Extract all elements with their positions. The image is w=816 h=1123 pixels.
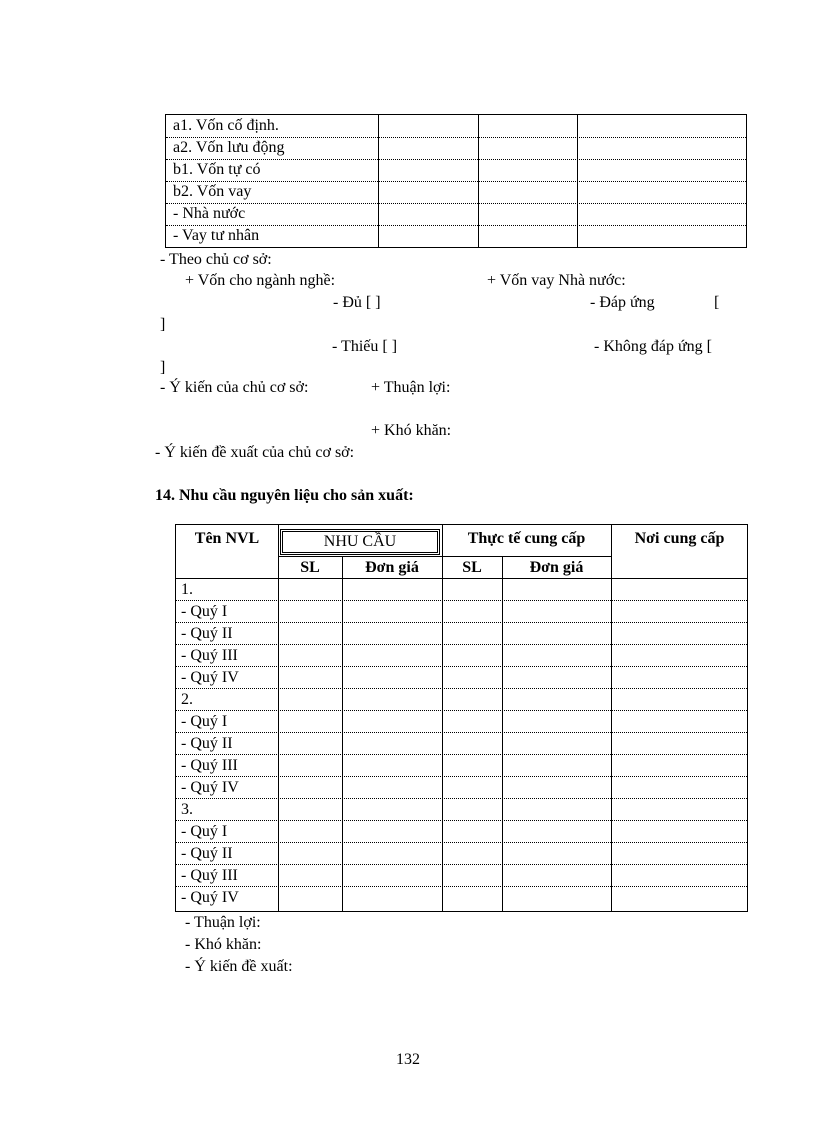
header-actual-supply: Thực tế cung cấp xyxy=(467,530,586,547)
insufficient-checkbox[interactable]: - Thiếu [ ] xyxy=(332,338,398,355)
row-divider xyxy=(176,842,747,843)
row-divider xyxy=(176,886,747,887)
table-row xyxy=(166,159,746,182)
owner-comments-label: - Ý kiến của chủ cơ sở: xyxy=(160,379,309,396)
table-row xyxy=(166,203,746,226)
table-row-label: - Quý I xyxy=(181,713,228,730)
header-unit-price: Đơn giá xyxy=(365,559,419,576)
header-unit-price: Đơn giá xyxy=(529,559,584,576)
table-row-label: - Quý I xyxy=(181,603,228,620)
row-label: a1. Vốn cố định. xyxy=(173,117,279,134)
advantages-label: - Thuận lợi: xyxy=(185,914,261,931)
difficulties-label: + Khó khăn: xyxy=(371,422,452,439)
meets-checkbox-open[interactable]: [ xyxy=(714,294,720,311)
row-divider xyxy=(176,688,747,689)
header-supply-source: Nơi cung cấp xyxy=(634,530,725,547)
row-label: - Vay tư nhân xyxy=(173,227,260,244)
column-divider xyxy=(342,556,343,911)
row-divider xyxy=(176,666,747,667)
owner-opinion-label: - Theo chủ cơ sở: xyxy=(160,251,272,268)
table-row-label: - Quý II xyxy=(181,625,233,642)
header-quantity: SL xyxy=(300,559,320,576)
row-label: a2. Vốn lưu động xyxy=(173,139,285,156)
not-meets-checkbox[interactable]: - Không đáp ứng [ xyxy=(594,338,712,355)
table-row-label: 3. xyxy=(181,801,193,818)
meets-label: - Đáp ứng xyxy=(590,294,655,311)
column-divider xyxy=(577,115,578,247)
state-loan-label: + Vốn vay Nhà nước: xyxy=(487,272,626,289)
difficulties-label: - Khó khăn: xyxy=(185,936,262,953)
header-material-name: Tên NVL xyxy=(194,530,260,547)
row-label: - Nhà nước xyxy=(173,205,246,222)
row-divider xyxy=(176,776,747,777)
table-row xyxy=(166,137,746,160)
proposal-label: - Ý kiến đề xuất: xyxy=(185,958,293,975)
table-row-label: - Quý IV xyxy=(181,779,239,796)
owner-proposal-label: - Ý kiến đề xuất của chủ cơ sở: xyxy=(155,444,355,461)
row-label: b1. Vốn tự có xyxy=(173,161,261,178)
header-divider xyxy=(278,556,611,557)
row-divider xyxy=(176,820,747,821)
advantages-label: + Thuận lợi: xyxy=(371,379,451,396)
row-label: b2. Vốn vay xyxy=(173,183,252,200)
header-quantity: SL xyxy=(462,559,482,576)
table-row-label: - Quý III xyxy=(181,867,238,884)
row-divider xyxy=(176,600,747,601)
row-divider xyxy=(176,710,747,711)
column-divider xyxy=(478,115,479,247)
table-row-label: - Quý I xyxy=(181,823,228,840)
table-row xyxy=(166,225,746,248)
table-row-label: - Quý III xyxy=(181,757,238,774)
column-divider xyxy=(502,556,503,911)
table-row-label: - Quý III xyxy=(181,647,238,664)
table-row-label: - Quý IV xyxy=(181,889,239,906)
capital-for-trade-label: + Vốn cho ngành nghề: xyxy=(185,272,336,289)
raw-materials-table xyxy=(175,524,748,912)
column-divider xyxy=(611,525,612,911)
table-row-label: 1. xyxy=(181,581,193,598)
row-divider xyxy=(176,622,747,623)
page-number: 132 xyxy=(396,1051,420,1068)
section-heading: 14. Nhu cầu nguyên liệu cho sản xuất: xyxy=(155,487,414,504)
table-row-label: - Quý IV xyxy=(181,669,239,686)
table-row-label: 2. xyxy=(181,691,193,708)
not-meets-checkbox-close: ] xyxy=(160,359,166,376)
row-divider xyxy=(176,732,747,733)
column-divider xyxy=(278,525,279,911)
header-demand: NHU CẦU xyxy=(280,529,440,555)
row-divider xyxy=(176,644,747,645)
row-divider xyxy=(176,864,747,865)
capital-table xyxy=(165,114,747,248)
meets-checkbox-close: ] xyxy=(160,316,166,333)
row-divider xyxy=(176,798,747,799)
table-row xyxy=(166,115,746,138)
row-divider xyxy=(176,754,747,755)
header-bottom-line xyxy=(176,578,747,579)
sufficient-checkbox[interactable]: - Đủ [ ] xyxy=(333,294,381,311)
table-row-label: - Quý II xyxy=(181,735,233,752)
column-divider xyxy=(378,115,379,247)
table-row xyxy=(166,181,746,204)
table-row-label: - Quý II xyxy=(181,845,233,862)
column-divider xyxy=(442,525,443,911)
